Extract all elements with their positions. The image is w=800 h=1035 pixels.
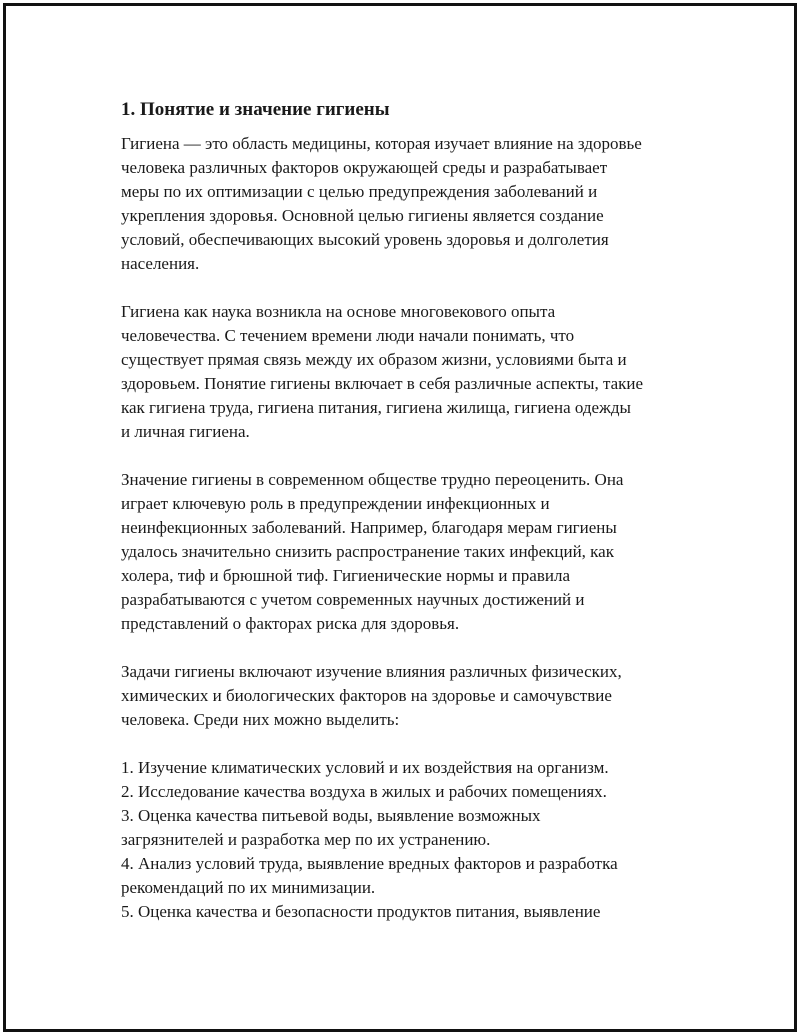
text-line: существует прямая связь между их образом жизни, условиями быта и <box>121 350 627 369</box>
document-body <box>121 98 711 924</box>
list-item: 5. Оценка качества и безопасности продуктов питания, выявление <box>121 902 601 921</box>
text-line: разрабатываются с учетом современных научных достижений и <box>121 590 585 609</box>
text-line: укрепления здоровья. Основной целью гигиены является создание <box>121 206 604 225</box>
text-line: представлений о факторах риска для здоровья. <box>121 614 460 633</box>
text-line: Гигиена — это область медицины, которая изучает влияние на здоровье <box>121 134 642 153</box>
list-item: 1. Изучение климатических условий и их воздействия на организм. <box>121 758 609 777</box>
text-line: и личная гигиена. <box>121 422 250 441</box>
paragraph-definition <box>121 132 711 276</box>
text-line: меры по их оптимизации с целью предупреждения заболеваний и <box>121 182 598 201</box>
list-item-continuation: рекомендаций по их минимизации. <box>121 878 376 897</box>
text-line: удалось значительно снизить распространение таких инфекций, как <box>121 542 614 561</box>
list-item-continuation: загрязнителей и разработка мер по их устранению. <box>121 830 491 849</box>
list-item: 4. Анализ условий труда, выявление вредных факторов и разработка <box>121 854 618 873</box>
text-line: Значение гигиены в современном обществе трудно переоценить. Она <box>121 470 624 489</box>
text-line: неинфекционных заболеваний. Например, благодаря мерам гигиены <box>121 518 617 537</box>
paragraph-history <box>121 300 711 444</box>
text-line: человека различных факторов окружающей среды и разрабатывает <box>121 158 608 177</box>
text-line: холера, тиф и брюшной тиф. Гигиенические нормы и правила <box>121 566 570 585</box>
paragraph-significance <box>121 468 711 636</box>
list-item: 2. Исследование качества воздуха в жилых и рабочих помещениях. <box>121 782 607 801</box>
text-line: Гигиена как наука возникла на основе многовекового опыта <box>121 302 556 321</box>
paragraph-tasks <box>121 660 711 732</box>
text-line: химических и биологических факторов на здоровье и самочувствие <box>121 686 612 705</box>
text-line: здоровьем. Понятие гигиены включает в себя различные аспекты, такие <box>121 374 644 393</box>
text-line: человечества. С течением времени люди начали понимать, что <box>121 326 575 345</box>
text-line: играет ключевую роль в предупреждении инфекционных и <box>121 494 550 513</box>
text-line: Задачи гигиены включают изучение влияния различных физических, <box>121 662 622 681</box>
text-line: условий, обеспечивающих высокий уровень здоровья и долголетия <box>121 230 609 249</box>
text-line: населения. <box>121 254 200 273</box>
text-line: как гигиена труда, гигиена питания, гигиена жилища, гигиена одежды <box>121 398 631 417</box>
page-frame <box>3 3 797 1032</box>
tasks-list <box>121 756 711 924</box>
list-item: 3. Оценка качества питьевой воды, выявление возможных <box>121 806 541 825</box>
section-title: 1. Понятие и значение гигиены <box>121 99 390 120</box>
text-line: человека. Среди них можно выделить: <box>121 710 400 729</box>
